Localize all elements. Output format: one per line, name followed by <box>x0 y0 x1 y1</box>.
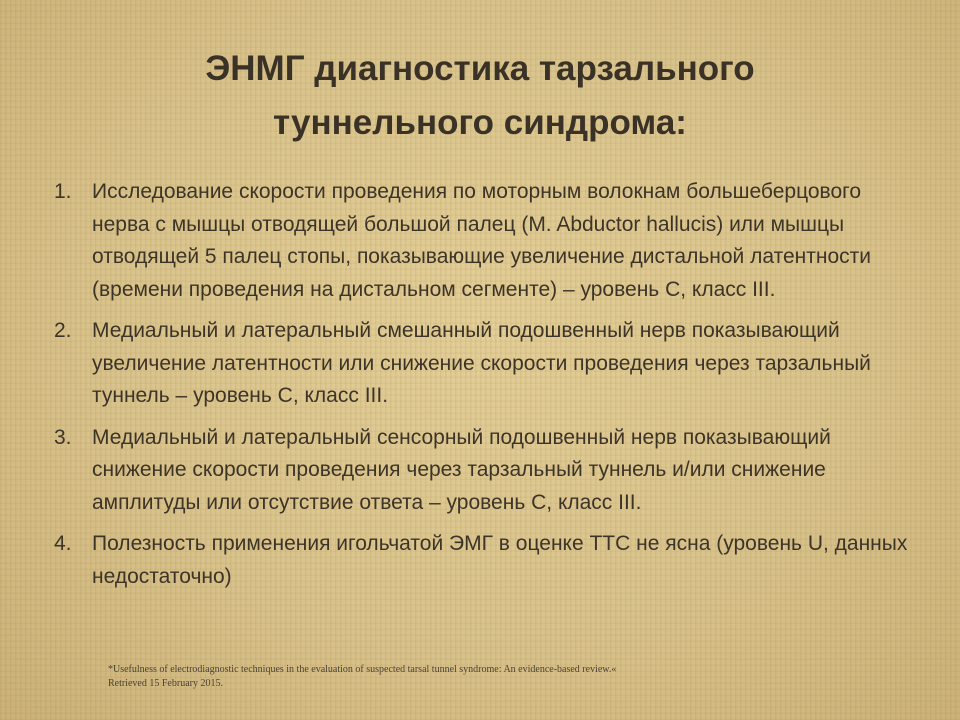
footnote-retrieved: Retrieved 15 February 2015. <box>108 678 223 689</box>
list-item <box>54 176 910 306</box>
footnote-citation: *Usefulness of electrodiagnostic techniques in the evaluation of suspected tarsal tunnel syndrome: An evidence-based review.« <box>108 664 617 675</box>
slide-title <box>80 42 880 150</box>
item-text: Полезность применения игольчатой ЭМГ в оценке ТТС не ясна (уровень U, данных недостаточно) <box>92 532 908 588</box>
list-item <box>54 422 910 520</box>
title-line-2: туннельного синдрома: <box>273 103 687 142</box>
item-number: 4. <box>54 532 72 555</box>
list-item <box>54 528 910 593</box>
footnote <box>108 663 748 691</box>
item-text: Медиальный и латеральный сенсорный подошвенный нерв показывающий снижение скорости проведения через тарзальный туннель и/или снижение амплитуды или отсутствие ответа – уровень С, класс III. <box>92 425 831 514</box>
title-line-1: ЭНМГ диагностика тарзального <box>205 49 755 88</box>
item-number: 3. <box>54 425 72 449</box>
item-number: 2. <box>54 319 72 342</box>
list-item <box>54 315 910 413</box>
item-text: Медиальный и латеральный смешанный подошвенный нерв показывающий увеличение латентности или снижение скорости проведения через тарзальный туннель – уровень С, класс III. <box>92 319 871 407</box>
item-number: 1. <box>54 180 72 203</box>
criteria-list <box>54 176 910 602</box>
item-text: Исследование скорости проведения по моторным волокнам большеберцового нерва с мышцы отводящей большой палец (M. Abductor hallucis) или мышцы отводящей 5 палец стопы, показывающие увеличение дистальной латентности (времени проведения на дистальном сегменте) – уровень С, класс III. <box>92 180 871 301</box>
